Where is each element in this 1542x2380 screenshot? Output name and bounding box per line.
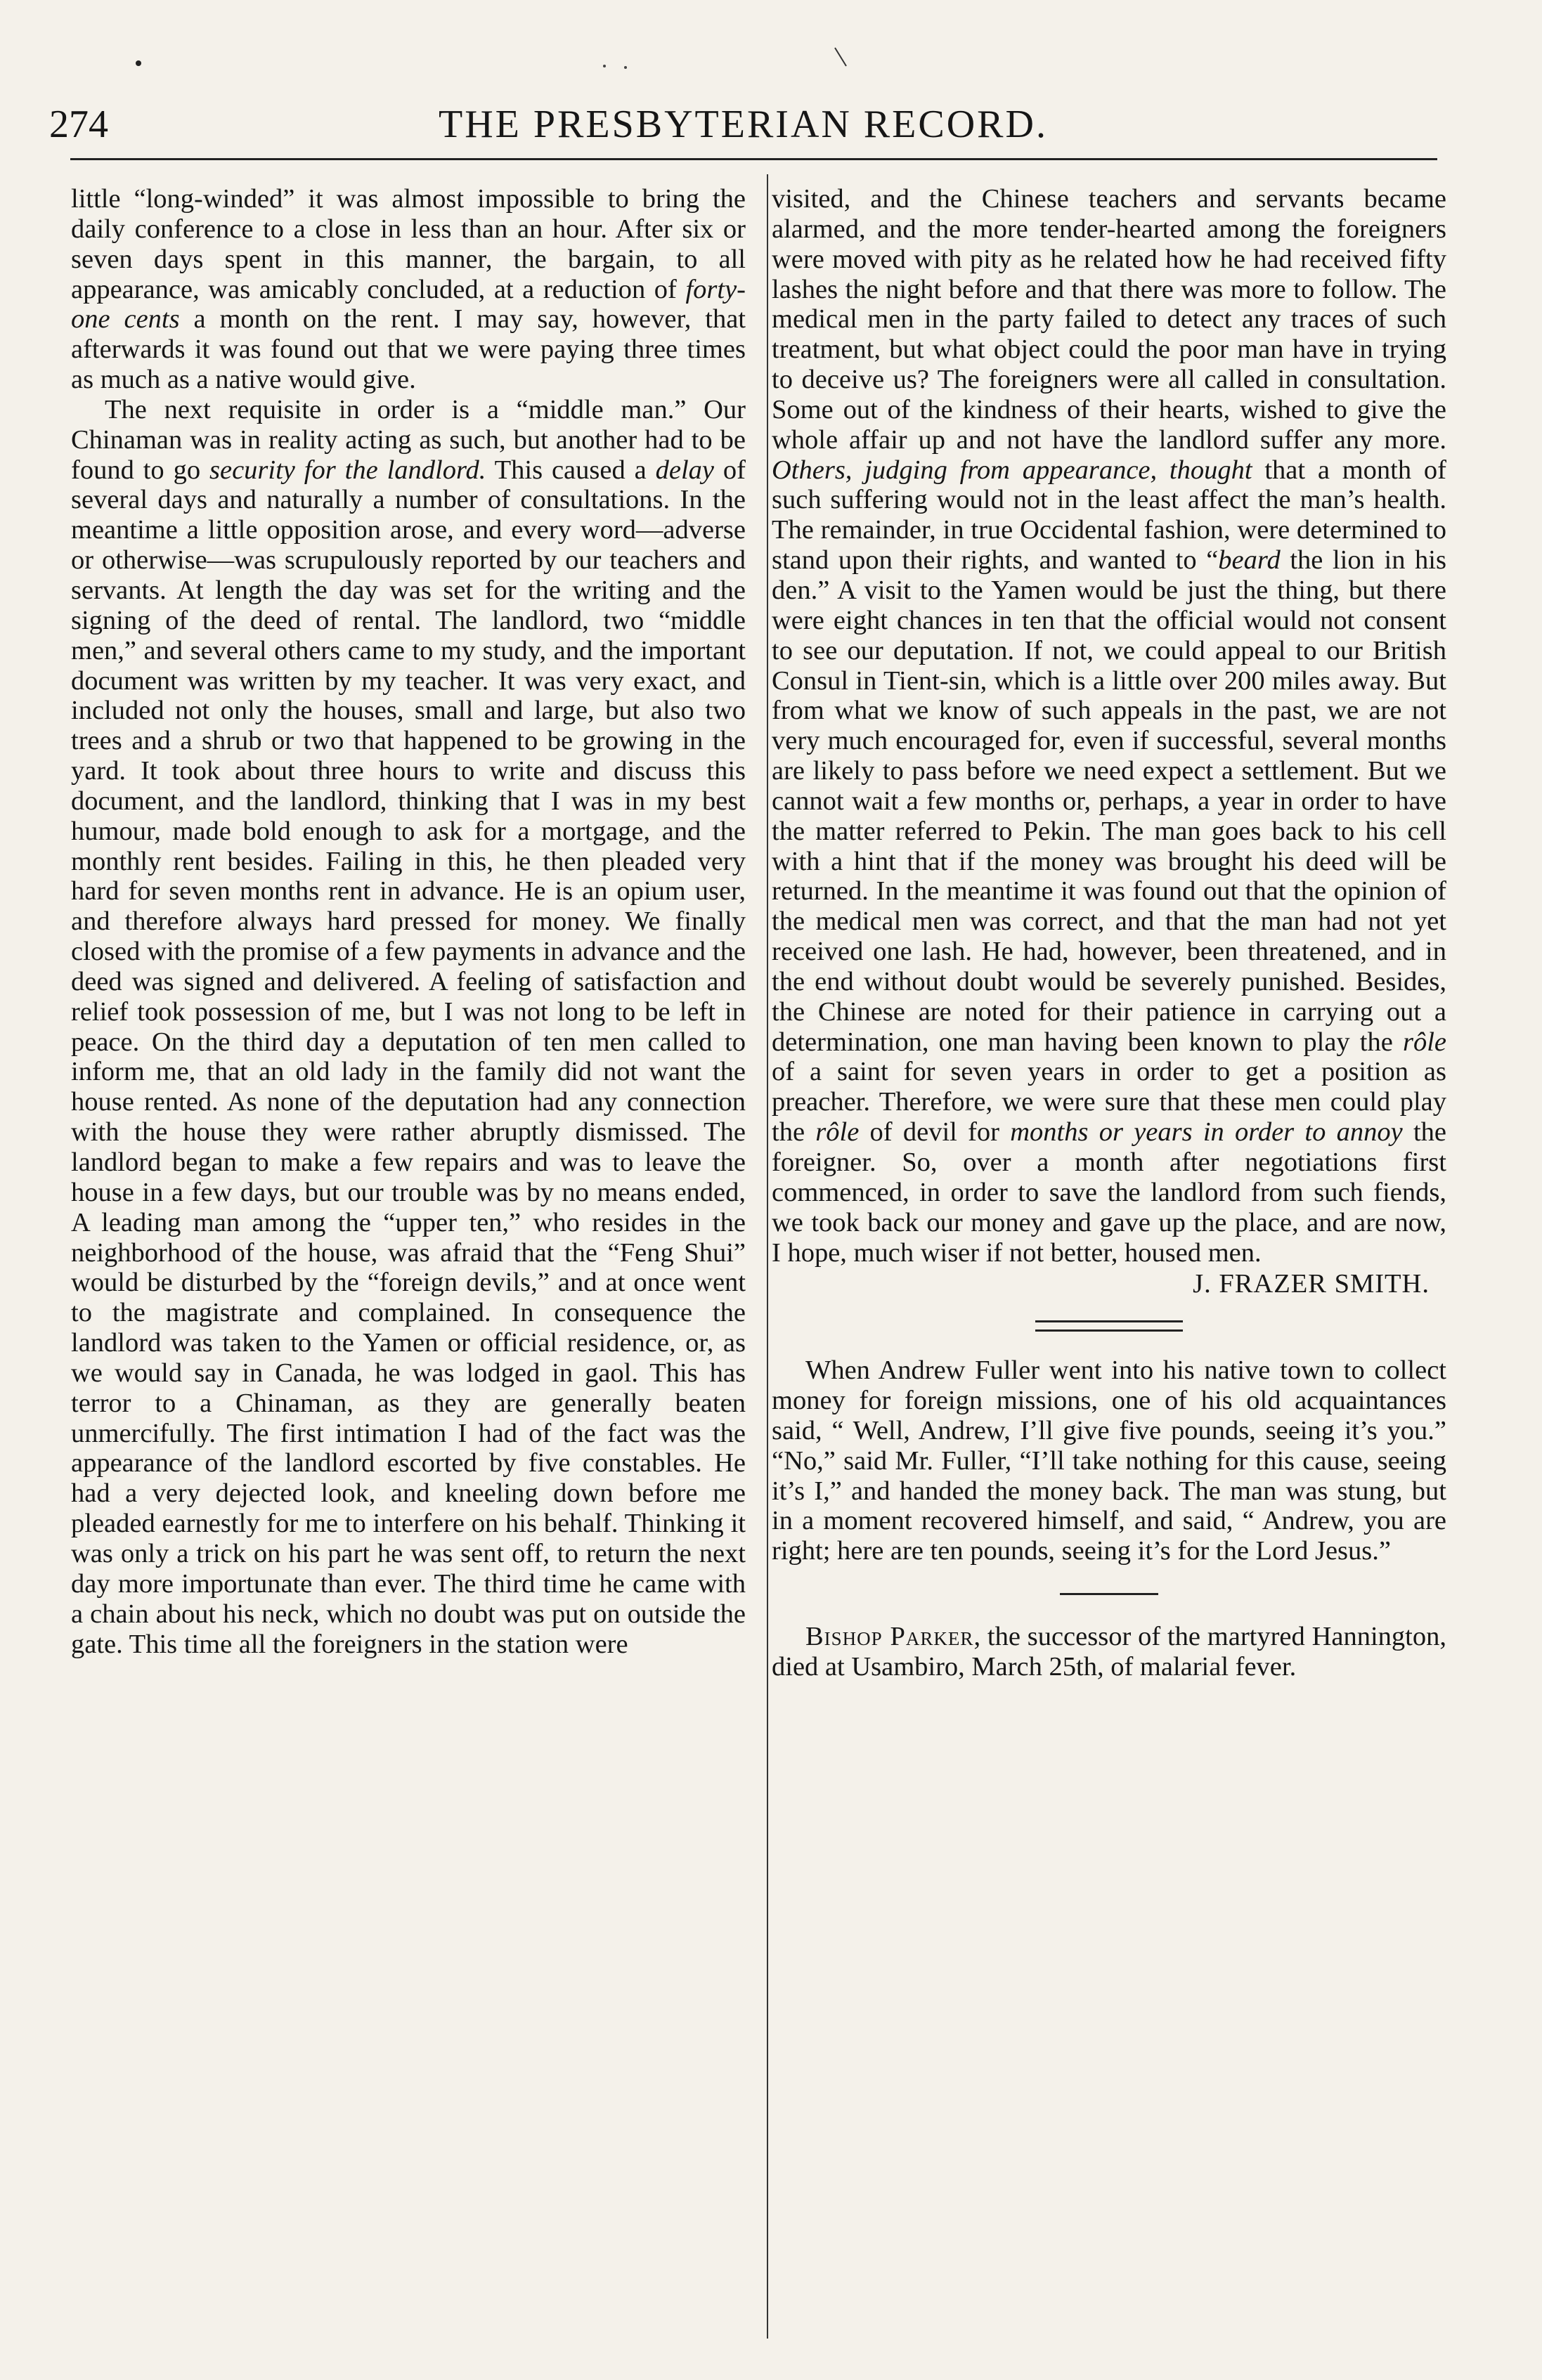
speck-mark bbox=[624, 66, 627, 69]
italic-text: rôle bbox=[1402, 1027, 1446, 1057]
text-run: that a month of such suffering would not in the least affect the man’s health. The remainder, in true Occidental fashion, were determined to stand upon their rights, and wanted to “ bbox=[772, 455, 1446, 576]
paragraph bbox=[71, 184, 746, 395]
right-column bbox=[772, 184, 1446, 1682]
paragraph bbox=[772, 184, 1446, 1268]
page-header bbox=[49, 88, 1437, 158]
italic-text: months or years in order to annoy bbox=[1010, 1117, 1403, 1147]
paragraph: When Andrew Fuller went into his native town to collect money for foreign missions, one of his old acquaintances said, “ Well, Andrew, I’ll give five pounds, seeing it’s you.” “No,” said Mr. Fuller, “I’ll take nothing for this cause, seeing it’s I,” and handed the money back. The man was stung, but in a moment recovered himself, and said, “ Andrew, you are right; here are ten pounds, seeing it’s for the Lord Jesus.” bbox=[772, 1355, 1446, 1566]
italic-text: security for the landlord. bbox=[209, 455, 486, 485]
text-run: a month on the rent. I may say, however, that afterwards it was found out that we were paying three times as much as a native would give. bbox=[71, 304, 746, 395]
italic-text: forty-one cents bbox=[71, 274, 746, 334]
text-run: of devil for bbox=[859, 1117, 1011, 1147]
speck-mark bbox=[835, 48, 846, 66]
italic-text: delay bbox=[655, 455, 714, 485]
page-number: 274 bbox=[49, 103, 108, 146]
text-run: , the successor of the martyred Hannington, died at Usambiro, March 25th, of malarial fever. bbox=[772, 1622, 1446, 1682]
paragraph bbox=[71, 395, 746, 1659]
section-divider bbox=[1060, 1593, 1158, 1595]
text-run: the lion in his den.” A visit to the Yamen would be just the thing, but there were eight chances in ten that the official would not consent to see our deputation. If not, we could appeal to our British Consul in Tient-sin, which is a little over 200 miles away. But from what we know of such appeals in the past, we are not very much encouraged for, even if successful, several months are likely to pass before we need expect a settlement. But we cannot wait a few months or, perhaps, a year in order to have the matter referred to Pekin. The man goes back to his cell with a hint that if the money was brought his deed will be returned. In the meantime it was found out that the opinion of the medical men was correct, and that the man had not yet received one lash. He had, however, been threatened, and in the end without doubt would be severely punished. Besides, the Chinese are noted for their patience in carrying out a determination, one man having been known to play the bbox=[772, 545, 1446, 1057]
left-column bbox=[71, 184, 746, 1659]
italic-text: Others, judging from appearance, thought bbox=[772, 455, 1252, 485]
column-rule bbox=[767, 174, 768, 2339]
italic-text: rôle bbox=[815, 1117, 860, 1147]
paragraph bbox=[772, 1622, 1446, 1682]
print-specks bbox=[0, 41, 1542, 69]
speck-mark bbox=[136, 60, 141, 66]
text-run: This caused a bbox=[486, 455, 656, 485]
text-run: visited, and the Chinese teachers and servants became alarmed, and the more tender-hearted among the foreigners were moved with pity as he related how he had received fifty lashes the night before and that there was more to follow. The medical men in the party failed to detect any traces of such treatment, but what object could the poor man have in trying to deceive us? The foreigners were all called in consultation. Some out of the kindness of their hearts, wished to give the whole affair up and not have the landlord suffer any more. bbox=[772, 184, 1446, 455]
text-run: The next requisite in order is a “middle man.” Our Chinaman was in reality acting as such, but another had to be found to go bbox=[71, 394, 746, 485]
author-signature: J. FRAZER SMITH. bbox=[1193, 1269, 1430, 1299]
speck-mark bbox=[603, 65, 606, 67]
small-caps-name: Bishop Parker bbox=[805, 1622, 974, 1652]
section-divider bbox=[1035, 1320, 1183, 1332]
text-run: of several days and naturally a number of consultations. In the meantime a little opposition arose, and every word—adverse or otherwise—was scrupulously reported by our teachers and servants. At length the day was set for the writing and the signing of the deed of rental. The landlord, two “middle men,” and several others came to my study, and the important document was written by my teacher. It was very exact, and included not only the houses, small and large, but also two trees and a shrub or two that happened to be growing in the yard. It took about three hours to write and discuss this document, and the landlord, thinking that I was in my best humour, made bold enough to ask for a mortgage, and the monthly rent besides. Failing in this, he then pleaded very hard for seven months rent in advance. He is an opium user, and therefore always hard pressed for money. We finally closed with the promise of a few payments in advance and the deed was signed and delivered. A feeling of satisfaction and relief took possession of me, but I was not long to be left in peace. On the third day a deputation of ten men called to inform me, that an old lady in the family did not want the house rented. As none of the deputation had any connection with the house they were rather abruptly dismissed. The landlord began to make a few repairs and was to leave the house in a few days, but our trouble was by no means ended, A leading man among the “upper ten,” who resides in the neighborhood of the house, was afraid that the “Feng Shui” would be disturbed by the “foreign devils,” and at once went to the magistrate and complained. In consequence the landlord was taken to the Yamen or official residence, or, as we would say in Canada, he was lodged in gaol. This has terror to a Chinaman, as they are generally beaten unmercifully. The first intimation I had of the fact was the appearance of the landlord escorted by five constables. He had a very dejected look, and kneeling down before me pleaded earnestly for me to interfere on his behalf. Thinking it was only a trick on his part he was sent off, to return the next day more importunate than ever. The third time he came with a chain about his neck, which no doubt was put on outside the gate. This time all the foreigners in the station were bbox=[71, 455, 746, 1659]
italic-text: beard bbox=[1218, 545, 1281, 576]
header-rule bbox=[70, 158, 1437, 160]
text-run: of a saint for seven years in order to get a position as preacher. Therefore, we were sure that these men could play the bbox=[772, 1057, 1446, 1147]
running-title: THE PRESBYTERIAN RECORD. bbox=[439, 103, 1048, 146]
text-run: little “long-winded” it was almost impossible to bring the daily conference to a close in less than an hour. After six or seven days spent in this manner, the bargain, to all appearance, was amicably concluded, at a reduction of bbox=[71, 184, 746, 304]
text-run: the foreigner. So, over a month after negotiations first commenced, in order to save the landlord from such fiends, we took back our money and gave up the place, and are now, I hope, much wiser if not better, housed men. bbox=[772, 1117, 1446, 1268]
